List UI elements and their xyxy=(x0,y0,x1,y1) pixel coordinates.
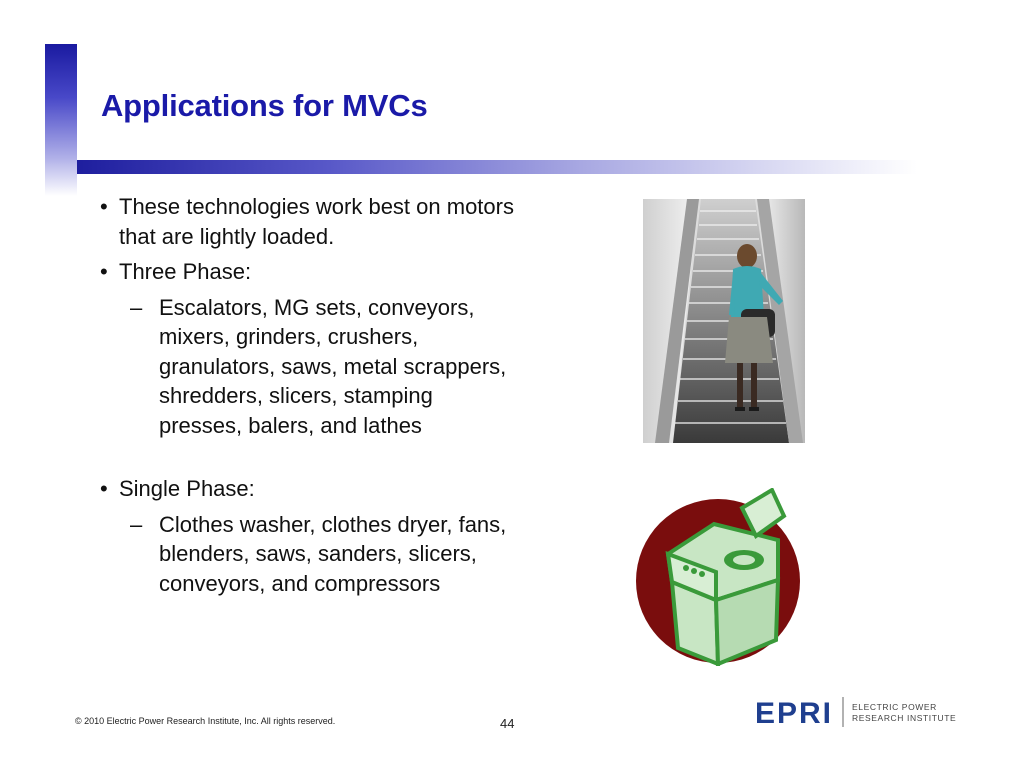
bullet-item xyxy=(98,192,518,251)
footer-copyright: © 2010 Electric Power Research Institute, Inc. All rights reserved. xyxy=(75,716,336,726)
dash-glyph: – xyxy=(130,294,143,320)
slide-title: Applications for MVCs xyxy=(101,88,428,123)
logo-wordmark xyxy=(852,702,956,724)
logo-text-line1: ELECTRIC POWER xyxy=(852,702,937,712)
logo-mark: EPRI xyxy=(755,697,834,729)
bullet-item xyxy=(98,257,518,287)
bullet-item xyxy=(98,474,518,504)
page-number: 44 xyxy=(500,716,515,731)
logo-text-line2: RESEARCH INSTITUTE xyxy=(852,713,957,723)
title-underline xyxy=(77,160,917,174)
spacer xyxy=(98,446,518,474)
dash-glyph: – xyxy=(130,511,143,537)
escalator-photo xyxy=(643,199,805,443)
slide-content xyxy=(98,192,518,604)
bullet-glyph: • xyxy=(100,259,108,284)
bullet-text: Three Phase: xyxy=(119,259,252,284)
sub-bullet-item xyxy=(98,293,518,441)
sub-bullet-text: Escalators, MG sets, conveyors, mixers, grinders, crushers, granulators, saws, metal scrappers, shredders, slicers, stamping presses, balers, and lathes xyxy=(159,294,507,438)
bullet-text: These technologies work best on motors that are lightly loaded. xyxy=(119,194,514,249)
bullet-text: Single Phase: xyxy=(119,476,255,501)
bullet-glyph: • xyxy=(100,476,108,501)
washing-machine-icon xyxy=(632,488,804,666)
sub-bullet-item xyxy=(98,510,518,599)
escalator-illustration xyxy=(643,199,805,443)
sub-bullet-text: Clothes washer, clothes dryer, fans, blenders, saws, sanders, slicers, conveyors, and compressors xyxy=(159,511,507,596)
title-accent-bar xyxy=(45,44,77,196)
bullet-glyph: • xyxy=(100,194,108,219)
